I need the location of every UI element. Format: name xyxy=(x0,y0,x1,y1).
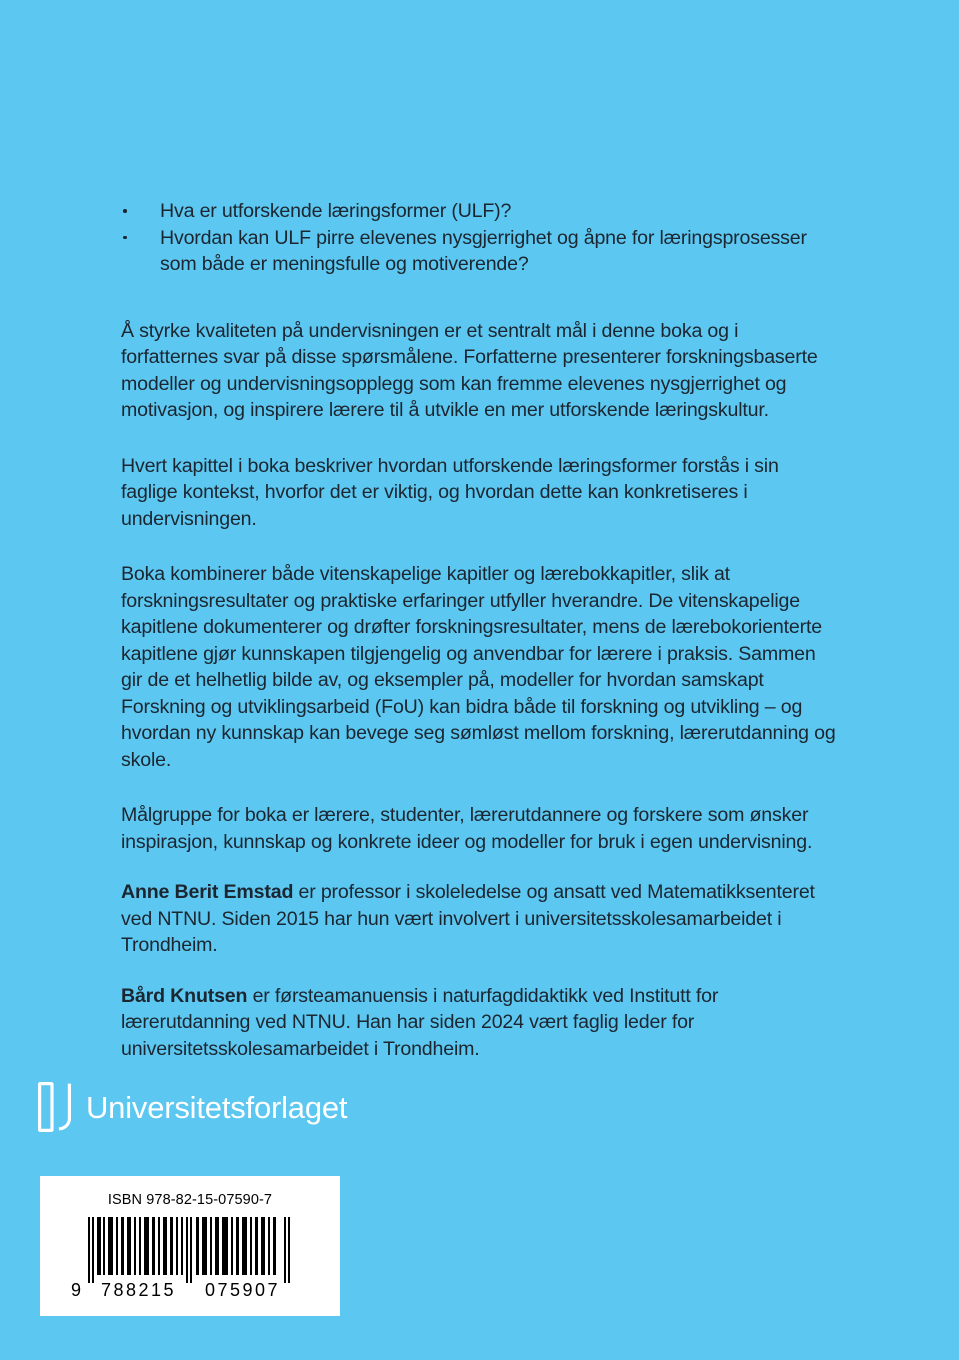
author-name: Bård Knutsen xyxy=(121,984,248,1007)
question-text: Hvordan kan ULF pirre elevenes nysgjerrighet og åpne for læringsprosesser som både er meningsfulle og motiverende? xyxy=(160,226,807,275)
author-bio-first xyxy=(121,879,836,959)
barcode-panel xyxy=(40,1176,340,1316)
spacer xyxy=(121,424,836,453)
bullet-icon xyxy=(123,236,127,240)
spacer xyxy=(121,532,836,561)
isbn-label: ISBN 978-82-15-07590-7 xyxy=(107,1192,273,1208)
ean13-barcode-icon xyxy=(88,1217,294,1283)
cover-text-column xyxy=(121,198,836,1062)
question-text: Hva er utforskende læringsformer (ULF)? xyxy=(160,200,512,222)
spacer xyxy=(121,959,836,983)
bullet-icon xyxy=(123,209,127,213)
barcode-digit-group-left: 9 xyxy=(71,1280,82,1300)
question-item xyxy=(121,198,836,225)
barcode-digit-group-right: 075907 xyxy=(205,1280,281,1300)
author-bio-text: er professor i skoleledelse og ansatt ved Matematikksenteret ved NTNU. Siden 2015 har hun vært involvert i universitetsskolesamarbeidet i Trondheim. xyxy=(121,881,815,956)
paragraph-structure: Boka kombinerer både vitenskapelige kapitler og lærebokkapitler, slik at forskningsresultater og praktiske erfaringer utfyller hverandre. De vitenskapelige kapitlene dokumenterer og drøfter forskningsresultater, mens de lærebokorienterte kapitlene gjør kunnskapen tilgjengelig og anvendbar for lærere i praksis. Sammen gir de et helhetlig bilde av, og eksempler på, modeller for hvordan samskapt Forskning og utviklingsarbeid (FoU) kan bidra både til forskning og utvikling – og hvordan ny kunnskap kan bevege seg sømløst mellom forskning, lærerutdanning og skole. xyxy=(121,563,836,771)
paragraph-intro: Å styrke kvaliteten på undervisningen er et sentralt mål i denne boka og i forfatternes svar på disse spørsmålene. Forfatterne presenterer forskningsbaserte modeller og undervisningsopplegg som kan fremme elevenes nysgjerrighet og motivasjon, og inspirere lærere til å utvikle en mer utforskende læringskultur. xyxy=(121,319,818,421)
author-bio-text: er førsteamanuensis i naturfagdidaktikk ved Institutt for lærerutdanning ved NTNU. Han har siden 2024 vært faglig leder for universitetsskolesamarbeidet i Trondheim. xyxy=(121,984,719,1060)
question-list xyxy=(121,198,836,278)
universitetsforlaget-u-mark-icon xyxy=(38,1082,71,1132)
paragraph-chapters: Hvert kapittel i boka beskriver hvordan utforskende læringsformer forstås i sin faglige kontekst, hvorfor det er viktig, og hvordan dette kan konkretiseres i undervisningen. xyxy=(121,454,779,530)
author-bio-second xyxy=(121,983,836,1063)
publisher-name: Universitetsforlaget xyxy=(86,1089,348,1125)
barcode-digit-group-middle: 788215 xyxy=(101,1280,177,1300)
publisher-lockup xyxy=(38,1082,347,1132)
spacer xyxy=(121,773,836,802)
spacer xyxy=(121,855,836,879)
spacer xyxy=(121,278,836,318)
question-item xyxy=(121,225,836,278)
paragraph-audience: Målgruppe for boka er lærere, studenter, lærerutdannere og forskere som ønsker inspirasjon, kunnskap og konkrete ideer og modeller for bruk i egen undervisning. xyxy=(121,804,813,853)
barcode-digits xyxy=(65,1280,315,1302)
author-name: Anne Berit Emstad xyxy=(121,881,294,903)
